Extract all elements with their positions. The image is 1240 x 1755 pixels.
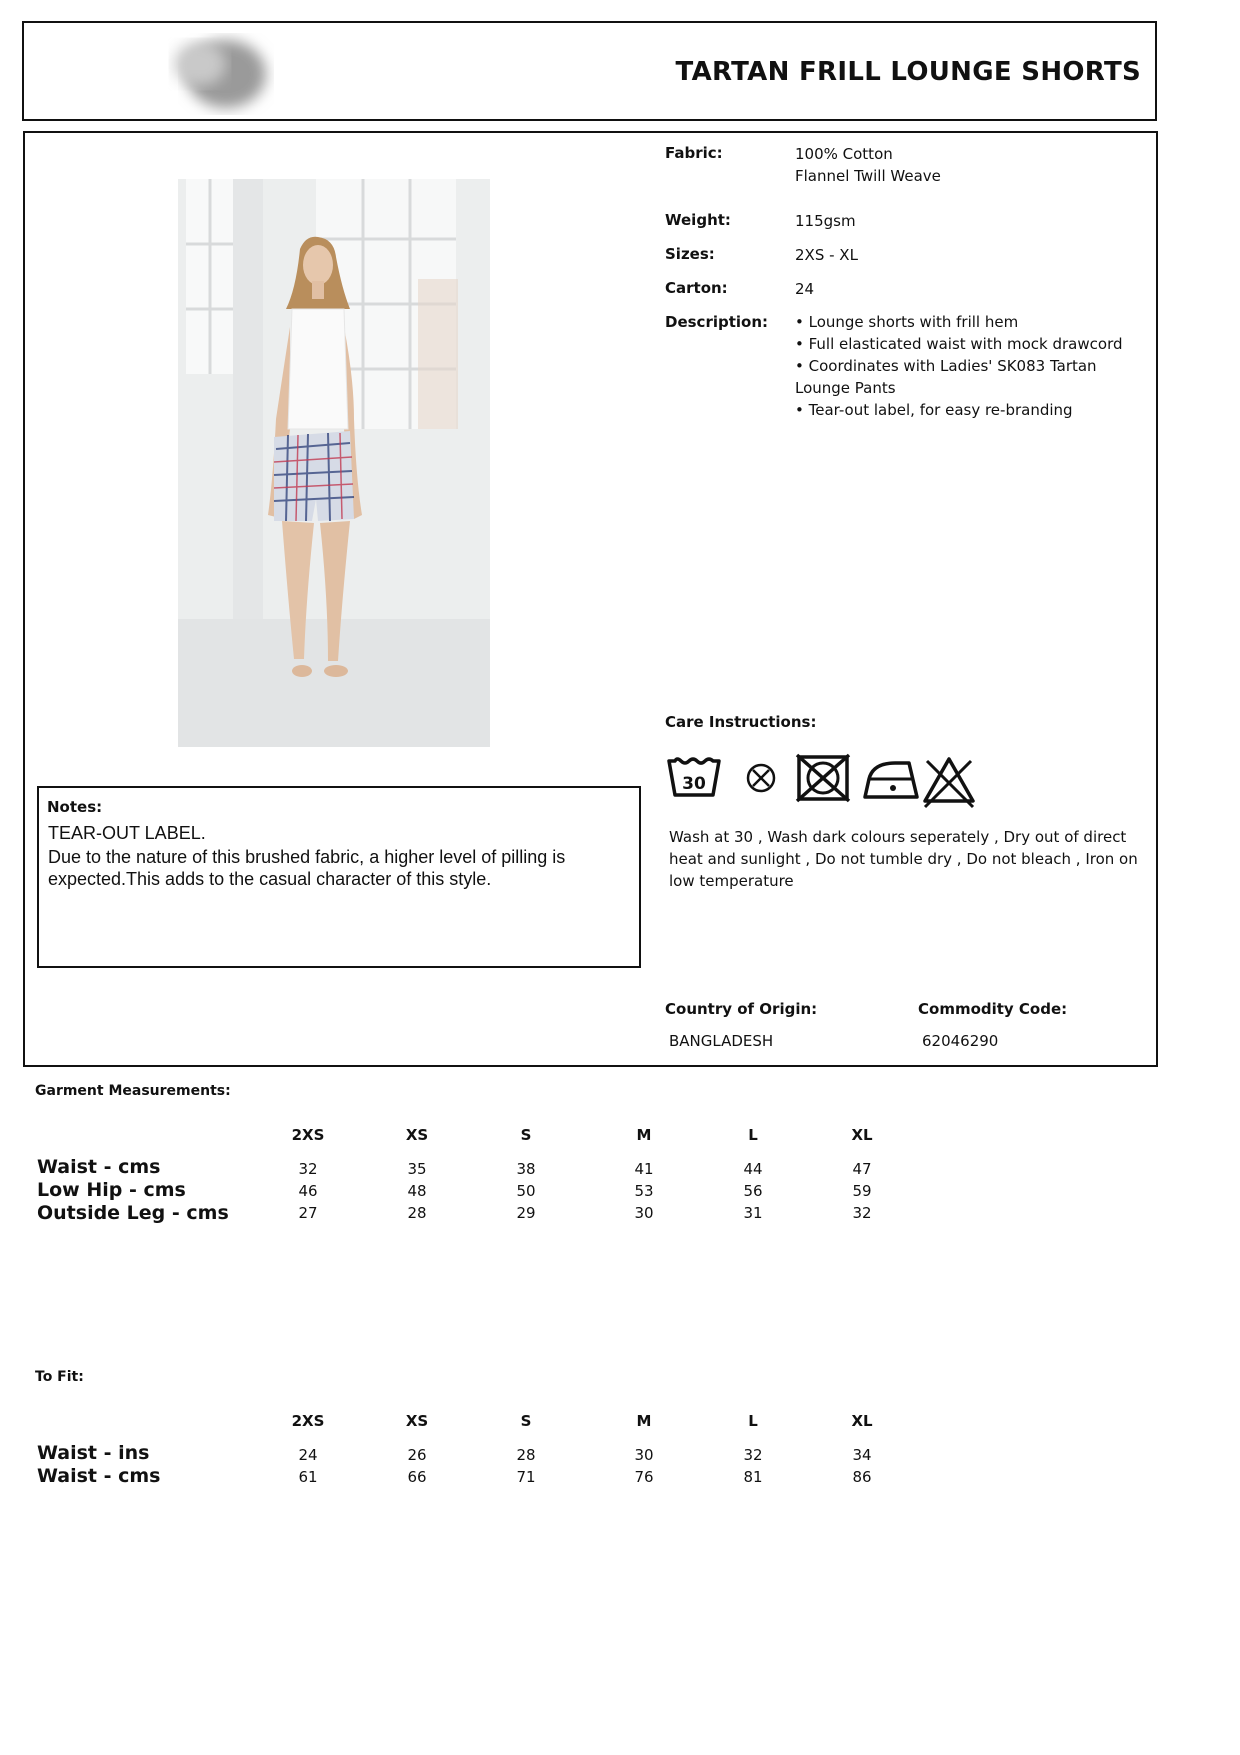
table-cell: 56 [743, 1182, 763, 1200]
row-label: Outside Leg - cms [37, 1202, 229, 1224]
carton-label: Carton: [665, 279, 728, 297]
table-cell: 34 [852, 1446, 872, 1464]
table-cell: 26 [407, 1446, 427, 1464]
table-cell: 38 [516, 1160, 536, 1178]
size-header: XL [851, 1126, 873, 1144]
table-cell: 32 [743, 1446, 763, 1464]
table-cell: 41 [634, 1160, 654, 1178]
sizes-value: 2XS - XL [795, 246, 858, 264]
table-cell: 48 [407, 1182, 427, 1200]
table-cell: 29 [516, 1204, 536, 1222]
table-cell: 81 [743, 1468, 763, 1486]
care-instructions-text: Wash at 30 , Wash dark colours seperately , Dry out of direct heat and sunlight , Do not tumble dry , Do not bleach , Iron on low temperature [669, 828, 1138, 890]
table-cell: 59 [852, 1182, 872, 1200]
description-line: • Coordinates with Ladies' SK083 Tartan [795, 357, 1097, 375]
product-photo [178, 179, 490, 747]
description-line: • Tear-out label, for easy re-branding [795, 401, 1073, 419]
fabric-line-2: Flannel Twill Weave [795, 167, 941, 185]
size-header: XL [851, 1412, 873, 1430]
size-header: S [520, 1412, 532, 1430]
do-not-tumble-dry-icon [797, 755, 849, 801]
fabric-label: Fabric: [665, 144, 723, 162]
wash-30-icon [669, 759, 719, 795]
size-header: S [520, 1126, 532, 1144]
table-cell: 24 [298, 1446, 318, 1464]
fabric-line-1: 100% Cotton [795, 145, 893, 163]
size-header: 2XS [291, 1412, 325, 1430]
size-header: XS [405, 1412, 429, 1430]
description-line: • Lounge shorts with frill hem [795, 313, 1019, 331]
do-not-bleach-icon [925, 759, 973, 807]
table-cell: 53 [634, 1182, 654, 1200]
description-list [795, 311, 1123, 421]
table-cell: 86 [852, 1468, 872, 1486]
table-cell: 35 [407, 1160, 427, 1178]
do-not-dry-clean-icon [748, 765, 774, 791]
table-cell: 76 [634, 1468, 654, 1486]
size-header: XS [405, 1126, 429, 1144]
wash-temp: 30 [682, 774, 706, 794]
commodity-code-label: Commodity Code: [918, 1000, 1068, 1018]
table-cell: 66 [407, 1468, 427, 1486]
sizes-label: Sizes: [665, 245, 715, 263]
notes-line-1: TEAR-OUT LABEL. [48, 823, 206, 843]
row-label: Waist - ins [37, 1442, 150, 1464]
notes-label: Notes: [47, 798, 103, 816]
weight-value: 115gsm [795, 212, 856, 230]
size-header: L [748, 1412, 758, 1430]
size-header: 2XS [291, 1126, 325, 1144]
size-header: M [636, 1412, 652, 1430]
table-cell: 27 [298, 1204, 318, 1222]
garment-measurements-title: Garment Measurements: [35, 1083, 231, 1099]
country-of-origin-value: BANGLADESH [669, 1032, 774, 1050]
notes-line-2: Due to the nature of this brushed fabric, a higher level of pilling is expected.This adds to the casual character of this style. [48, 847, 566, 889]
commodity-code-value: 62046290 [922, 1032, 999, 1050]
weight-label: Weight: [665, 211, 731, 229]
table-cell: 28 [516, 1446, 536, 1464]
iron-low-icon [865, 763, 917, 797]
table-cell: 32 [852, 1204, 872, 1222]
row-label: Waist - cms [37, 1156, 161, 1178]
carton-value: 24 [795, 280, 815, 298]
to-fit-title: To Fit: [35, 1369, 84, 1385]
care-icons [665, 753, 995, 811]
row-label: Low Hip - cms [37, 1179, 186, 1201]
care-instructions-label: Care Instructions: [665, 713, 817, 731]
description-label: Description: [665, 313, 769, 331]
page-title: TARTAN FRILL LOUNGE SHORTS [675, 57, 1141, 87]
table-cell: 31 [743, 1204, 763, 1222]
table-cell: 61 [298, 1468, 318, 1486]
table-cell: 32 [298, 1160, 318, 1178]
table-cell: 47 [852, 1160, 872, 1178]
table-cell: 44 [743, 1160, 763, 1178]
fabric-value [795, 143, 941, 187]
description-line: Lounge Pants [795, 379, 896, 397]
table-cell: 28 [407, 1204, 427, 1222]
description-line: • Full elasticated waist with mock drawcord [795, 335, 1123, 353]
country-of-origin-label: Country of Origin: [665, 1000, 818, 1018]
table-cell: 50 [516, 1182, 536, 1200]
row-label: Waist - cms [37, 1465, 161, 1487]
size-header: M [636, 1126, 652, 1144]
table-cell: 46 [298, 1182, 318, 1200]
size-header: L [748, 1126, 758, 1144]
notes-box [37, 786, 641, 968]
brand-logo [148, 22, 280, 118]
table-cell: 71 [516, 1468, 536, 1486]
table-cell: 30 [634, 1204, 654, 1222]
table-cell: 30 [634, 1446, 654, 1464]
